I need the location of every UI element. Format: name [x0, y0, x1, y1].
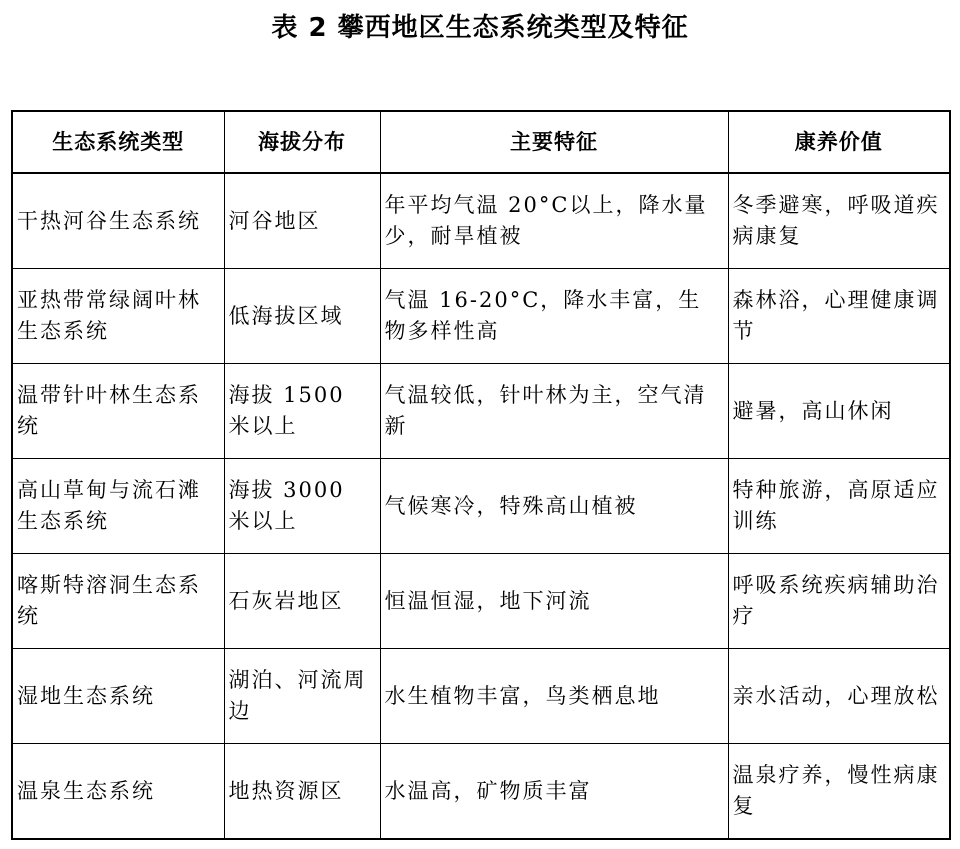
header-wellness-value: 康养价值 [728, 111, 950, 173]
cell-main-features: 年平均气温 20°C以上，降水量少，耐旱植被 [380, 173, 728, 269]
table-row [12, 649, 950, 744]
ecosystem-table [11, 110, 951, 840]
cell-main-features: 水温高，矿物质丰富 [380, 744, 728, 840]
cell-altitude: 海拔 1500 米以上 [224, 364, 380, 459]
table-title: 表 2 攀西地区生态系统类型及特征 [271, 13, 689, 43]
cell-wellness-value: 森林浴，心理健康调节 [728, 269, 950, 364]
cell-ecosystem-type: 湿地生态系统 [12, 649, 224, 744]
cell-wellness-value: 亲水活动，心理放松 [728, 649, 950, 744]
cell-altitude: 海拔 3000 米以上 [224, 459, 380, 554]
header-altitude: 海拔分布 [224, 111, 380, 173]
cell-altitude: 石灰岩地区 [224, 554, 380, 649]
cell-wellness-value: 避暑，高山休闲 [728, 364, 950, 459]
cell-ecosystem-type: 温泉生态系统 [12, 744, 224, 840]
table-row [12, 364, 950, 459]
cell-wellness-value: 特种旅游，高原适应训练 [728, 459, 950, 554]
cell-ecosystem-type: 温带针叶林生态系统 [12, 364, 224, 459]
table-row [12, 173, 950, 269]
cell-main-features: 气温较低，针叶林为主，空气清新 [380, 364, 728, 459]
cell-main-features: 恒温恒湿，地下河流 [380, 554, 728, 649]
header-row [12, 111, 950, 173]
cell-main-features: 气候寒冷，特殊高山植被 [380, 459, 728, 554]
header-ecosystem-type: 生态系统类型 [12, 111, 224, 173]
cell-altitude: 地热资源区 [224, 744, 380, 840]
cell-ecosystem-type: 干热河谷生态系统 [12, 173, 224, 269]
cell-altitude: 湖泊、河流周边 [224, 649, 380, 744]
cell-ecosystem-type: 喀斯特溶洞生态系统 [12, 554, 224, 649]
cell-ecosystem-type: 亚热带常绿阔叶林生态系统 [12, 269, 224, 364]
table-row [12, 744, 950, 840]
cell-main-features: 水生植物丰富，鸟类栖息地 [380, 649, 728, 744]
table-row [12, 554, 950, 649]
table-row [12, 459, 950, 554]
cell-main-features: 气温 16-20°C，降水丰富，生物多样性高 [380, 269, 728, 364]
cell-wellness-value: 呼吸系统疾病辅助治疗 [728, 554, 950, 649]
cell-ecosystem-type: 高山草甸与流石滩生态系统 [12, 459, 224, 554]
header-main-features: 主要特征 [380, 111, 728, 173]
cell-altitude: 河谷地区 [224, 173, 380, 269]
cell-wellness-value: 温泉疗养，慢性病康复 [728, 744, 950, 840]
cell-wellness-value: 冬季避寒，呼吸道疾病康复 [728, 173, 950, 269]
table-row [12, 269, 950, 364]
cell-altitude: 低海拔区域 [224, 269, 380, 364]
